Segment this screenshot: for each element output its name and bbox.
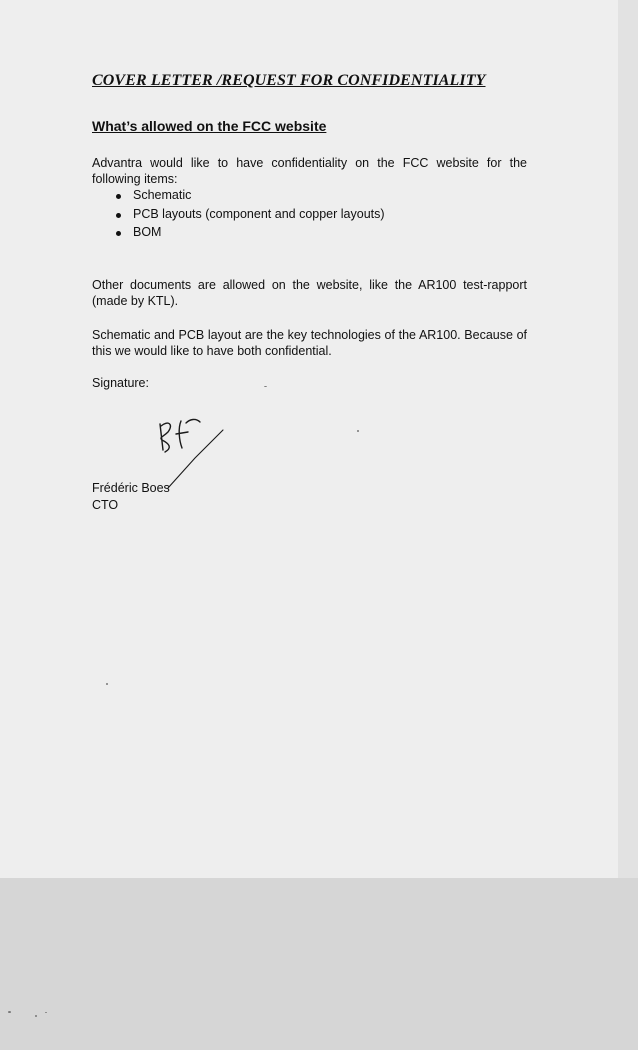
signer-role: CTO bbox=[92, 498, 119, 512]
scan-edge bbox=[618, 0, 638, 878]
bullet-icon bbox=[116, 194, 121, 199]
bullet-icon bbox=[116, 231, 121, 236]
list-item-text: BOM bbox=[133, 225, 162, 239]
scan-speck bbox=[264, 386, 267, 387]
bullet-icon bbox=[116, 213, 121, 218]
list-item bbox=[92, 225, 385, 244]
scan-speck bbox=[45, 1012, 47, 1013]
scan-bottom-margin bbox=[0, 878, 638, 1050]
list-item-text: Schematic bbox=[133, 188, 192, 202]
signature-label: Signature: bbox=[92, 376, 149, 390]
confidential-items-list bbox=[92, 188, 385, 244]
section-heading: What’s allowed on the FCC website bbox=[92, 118, 327, 134]
list-item-text: PCB layouts (component and copper layouts) bbox=[133, 206, 385, 221]
intro-paragraph: Advantra would like to have confidentiality on the FCC website for the following items: bbox=[92, 156, 527, 186]
scan-speck bbox=[8, 1011, 11, 1013]
letter-title: COVER LETTER /REQUEST FOR CONFIDENTIALITY bbox=[92, 72, 486, 89]
signer-name: Frédéric Boes bbox=[92, 481, 170, 495]
key-technologies-paragraph: Schematic and PCB layout are the key technologies of the AR100. Because of this we would like to have both confidential. bbox=[92, 328, 527, 358]
list-item bbox=[92, 207, 385, 226]
scan-speck bbox=[35, 1015, 37, 1017]
scan-speck bbox=[106, 683, 108, 685]
list-item bbox=[92, 188, 385, 207]
scan-speck bbox=[357, 430, 359, 432]
handwritten-signature bbox=[148, 410, 233, 520]
other-documents-paragraph: Other documents are allowed on the website, like the AR100 test-rapport (made by KTL). bbox=[92, 278, 527, 308]
